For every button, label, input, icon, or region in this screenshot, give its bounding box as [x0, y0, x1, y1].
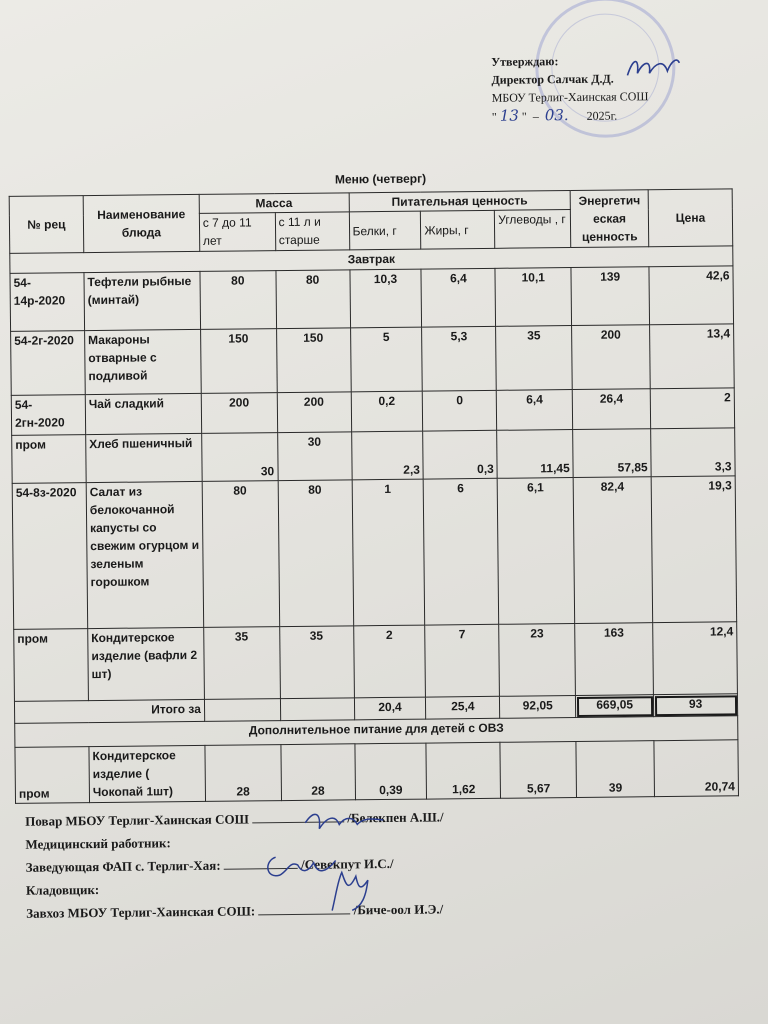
cell-name: Хлеб пшеничный — [86, 433, 202, 482]
approval-heading: Утверждаю: — [491, 54, 559, 69]
cell-mass-2: 30 — [277, 432, 351, 481]
cell-carbs: 35 — [496, 326, 573, 391]
fap-label: Заведующая ФАП с. Терлиг-Хая: — [25, 857, 221, 875]
section-extra: Дополнительное питание для детей с ОВЗ — [15, 716, 738, 748]
medic-label: Медицинский работник: — [25, 835, 171, 852]
approval-date: " 13 " – 03. 2025г. — [491, 106, 618, 125]
header-name: Наименование блюда — [83, 194, 199, 252]
table-row — [11, 324, 735, 396]
date-year: 2025г. — [586, 108, 618, 123]
cell-fat: 1,62 — [426, 742, 500, 799]
fap-name: /Севекпут И.С./ — [301, 855, 394, 872]
cook-name: /Белекпен А.Ш./ — [347, 809, 444, 826]
table-row — [14, 622, 738, 702]
total-protein: 20,4 — [354, 697, 426, 720]
header-carbs: Углеводы , г — [495, 210, 571, 249]
date-day: 13 — [499, 106, 519, 125]
cook-signature — [299, 806, 389, 837]
total-price: 93 — [654, 694, 738, 717]
cell-fat: 0 — [423, 390, 497, 431]
header-price: Цена — [648, 189, 732, 247]
cell-mass-1: 80 — [200, 271, 276, 330]
storekeeper-label: Кладовщик: — [25, 882, 100, 898]
cell-name: Кондитерское изделие ( Чокопай 1шт) — [89, 745, 205, 802]
cell-name: Чай сладкий — [85, 393, 201, 434]
cell-rec: 54-8з-2020 — [12, 483, 87, 630]
cell-mass-2: 80 — [276, 270, 350, 329]
cell-price: 42,6 — [649, 266, 733, 325]
cell-mass-2: 35 — [279, 626, 354, 699]
zavhoz-signature — [322, 866, 382, 915]
zavhoz-name: /Биче-оол И.Э./ — [353, 901, 444, 918]
header-rec: № рец — [9, 196, 84, 254]
cell-rec: пром — [12, 435, 86, 484]
cell-mass-2: 150 — [276, 328, 351, 393]
cell-protein: 2 — [353, 625, 426, 698]
cell-energy: 163 — [575, 623, 654, 696]
cell-rec: 54-14р-2020 — [10, 273, 85, 332]
date-month: 03. — [544, 106, 569, 125]
director-signature — [623, 53, 683, 84]
total-mass-2 — [280, 698, 354, 721]
cell-carbs: 10,1 — [495, 268, 572, 327]
cell-mass-1: 35 — [204, 627, 281, 700]
cell-energy: 26,4 — [572, 389, 650, 430]
cell-energy: 139 — [571, 267, 650, 326]
zavhoz-label: Завхоз МБОУ Терлиг-Хаинская СОШ: — [26, 903, 256, 921]
cell-price: 2 — [650, 388, 734, 429]
cell-rec: 54-2г-2020 — [11, 331, 86, 396]
cell-name: Макароны отварные с подливой — [85, 329, 202, 394]
cell-energy: 39 — [576, 741, 655, 798]
approval-school: МБОУ Терлиг-Хаинская СОШ — [491, 89, 649, 105]
total-label: Итого за — [14, 699, 204, 723]
header-energy: Энергетич еская ценность — [570, 190, 649, 248]
cell-mass-1: 28 — [205, 745, 281, 802]
date-quote-close: " — [521, 109, 527, 124]
cell-name: Салат из белокочанной капусты со свежим огурцом и зеленым горошком — [86, 481, 203, 628]
cell-protein: 5 — [350, 327, 423, 392]
date-quote-open: " — [491, 109, 497, 124]
header-protein: Белки, г — [349, 211, 421, 250]
cell-energy: 57,85 — [573, 429, 651, 478]
cell-mass-1: 80 — [202, 481, 279, 628]
cell-rec: 54-2гн-2020 — [11, 395, 85, 436]
total-carbs: 92,05 — [500, 696, 576, 719]
cell-name: Кондитерское изделие (вафли 2 шт) — [88, 627, 205, 700]
header-nutrition: Питательная ценность — [349, 191, 571, 212]
cell-mass-1: 150 — [200, 329, 276, 394]
cell-protein: 10,3 — [349, 269, 421, 328]
cell-rec: пром — [15, 747, 90, 804]
cell-energy: 82,4 — [573, 477, 652, 624]
approval-block — [491, 50, 742, 126]
cell-carbs: 6,4 — [496, 390, 572, 431]
total-fat: 25,4 — [426, 696, 500, 719]
cell-energy: 200 — [572, 325, 651, 390]
cell-price: 12,4 — [653, 622, 738, 695]
total-mass-1 — [204, 699, 280, 722]
cell-protein: 0,39 — [354, 743, 426, 800]
cook-label: Повар МБОУ Терлиг-Хаинская СОШ — [25, 811, 249, 829]
extra-row — [15, 740, 739, 804]
header-mass: Масса — [199, 193, 349, 214]
cell-carbs: 23 — [499, 624, 576, 697]
menu-table — [9, 188, 739, 804]
cell-fat: 5,3 — [422, 326, 497, 391]
cell-protein: 2,3 — [351, 431, 423, 480]
cell-price: 20,74 — [654, 740, 738, 797]
cell-mass-2: 80 — [278, 480, 353, 627]
cell-mass-2: 200 — [277, 392, 351, 433]
cell-price: 13,4 — [650, 324, 735, 389]
cell-fat: 6,4 — [421, 268, 495, 327]
table-row — [10, 266, 734, 332]
cell-carbs: 5,67 — [500, 742, 577, 799]
cell-name: Тефтели рыбные (минтай) — [84, 271, 201, 330]
cell-carbs: 6,1 — [497, 478, 574, 625]
total-energy: 669,05 — [576, 695, 654, 718]
cell-price: 19,3 — [651, 476, 736, 623]
menu-title: Меню (четверг) — [334, 171, 427, 187]
cell-fat: 7 — [425, 624, 500, 697]
header-fat: Жиры, г — [421, 210, 495, 249]
cell-fat: 6 — [424, 478, 499, 625]
cell-price: 3,3 — [651, 428, 735, 477]
table-row — [12, 428, 735, 484]
header-mass-11: с 11 л и старше — [275, 212, 349, 251]
cell-protein: 0,2 — [351, 391, 423, 432]
table-row — [12, 476, 736, 630]
cell-carbs: 11,45 — [497, 430, 573, 479]
cell-mass-2: 28 — [281, 744, 355, 801]
header-mass-7-11: с 7 до 11 лет — [199, 213, 275, 252]
section-breakfast: Завтрак — [10, 246, 733, 274]
cell-fat: 0,3 — [423, 430, 497, 479]
cell-rec: пром — [14, 629, 89, 702]
cell-protein: 1 — [352, 479, 425, 626]
cell-mass-1: 200 — [201, 393, 277, 434]
approval-director: Директор Салчак Д.Д. — [491, 71, 614, 87]
cell-mass-1: 30 — [201, 433, 277, 482]
